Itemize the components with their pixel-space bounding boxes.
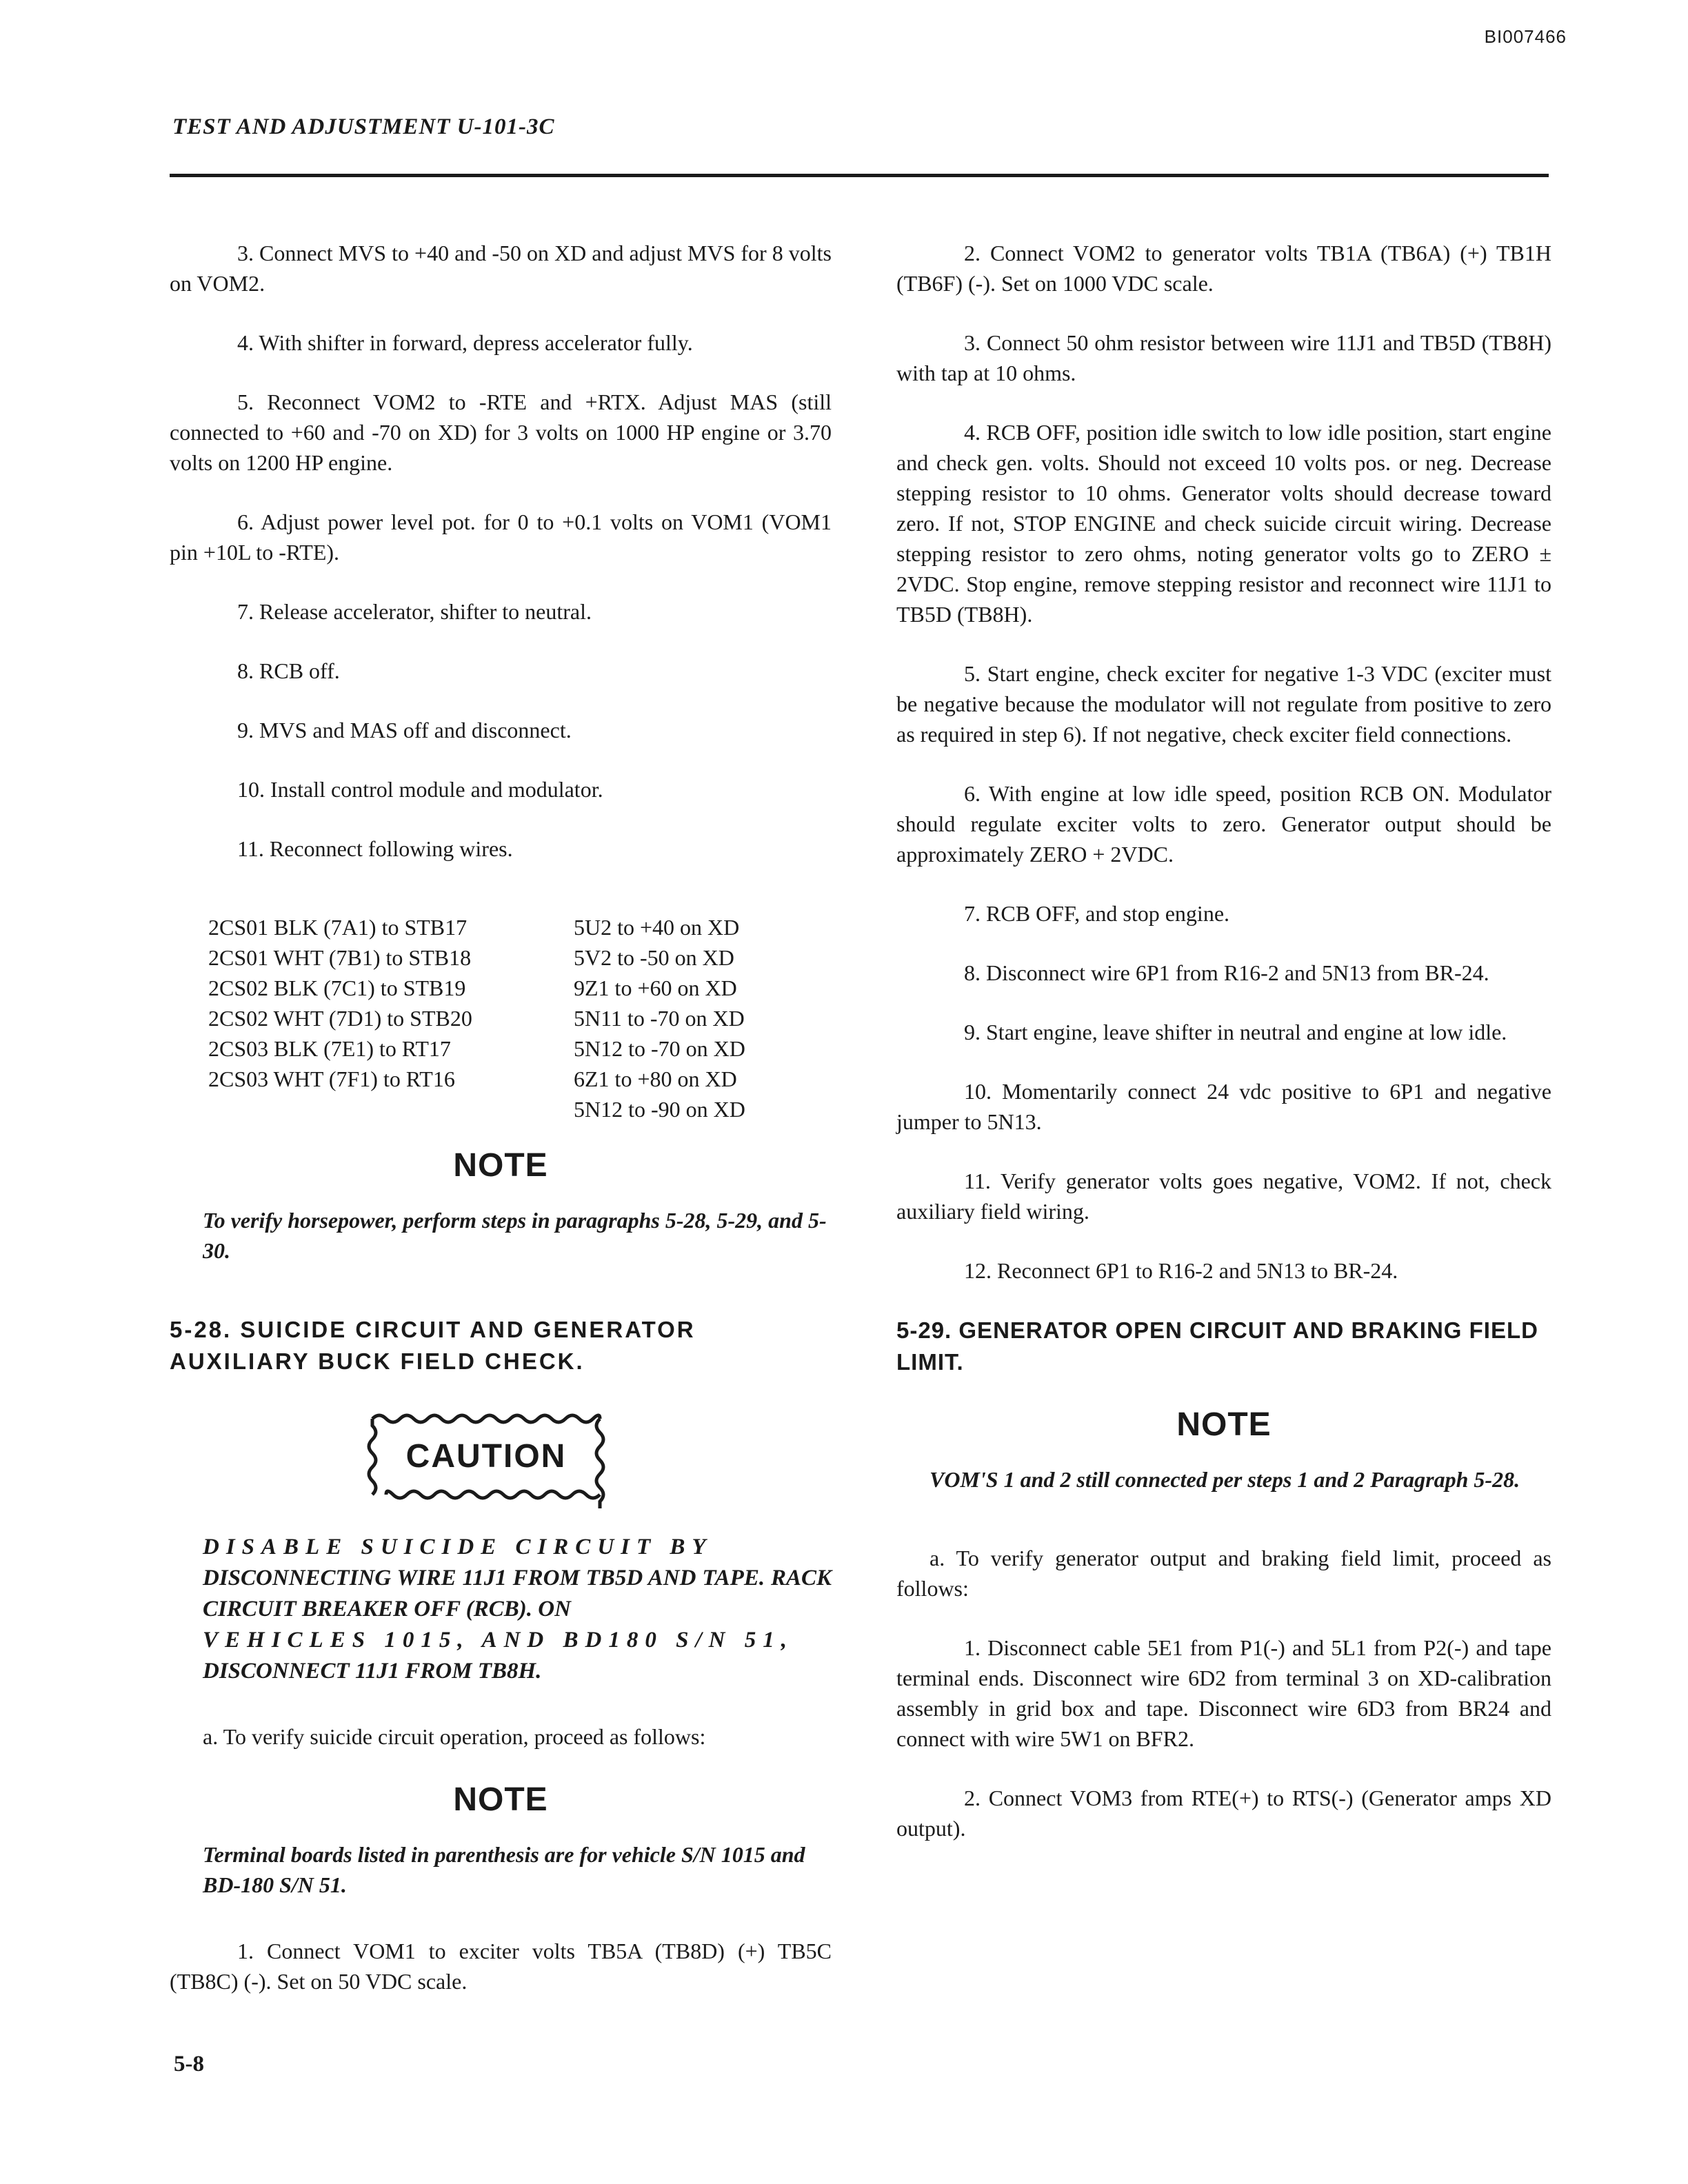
- substep-2: 2. Connect VOM3 from RTE(+) to RTS(-) (Generator amps XD output).: [896, 1786, 1551, 1841]
- caution-label: CAUTION: [405, 1438, 567, 1475]
- wire-row: 6Z1 to +80 on XD: [574, 1066, 737, 1091]
- step-5: 5. Reconnect VOM2 to -RTE and +RTX. Adjust MAS (still connected to +60 and -70 on XD) for 3 volts on 1000 HP engine or 3.70 volts on 1200 HP engine.: [170, 390, 832, 475]
- substep-12: 12. Reconnect 6P1 to R16-2 and 5N13 to BR-24.: [964, 1258, 1398, 1283]
- substep-5: 5. Start engine, check exciter for negative 1-3 VDC (exciter must be negative because the modulator will not regulate from positive to zero as required in step 6). If not negative, check exciter field connections.: [896, 661, 1551, 747]
- step-4: 4. With shifter in forward, depress accelerator fully.: [237, 330, 693, 355]
- note-text: To verify horsepower, perform steps in paragraphs 5-28, 5-29, and 5-30.: [203, 1208, 827, 1263]
- note-heading: NOTE: [453, 1781, 548, 1818]
- wire-row: 5N12 to -90 on XD: [574, 1097, 745, 1122]
- wire-row: 2CS01 BLK (7A1) to STB17: [208, 915, 468, 940]
- caution-line: VEHICLES 1015, AND BD180 S/N 51,: [203, 1628, 794, 1652]
- substep-10: 10. Momentarily connect 24 vdc positive to 6P1 and negative jumper to 5N13.: [896, 1079, 1551, 1134]
- step-6: 6. Adjust power level pot. for 0 to +0.1 volts on VOM1 (VOM1 pin +10L to -RTE).: [170, 509, 832, 565]
- left-column: [170, 238, 832, 2025]
- section-heading-5-28: 5-28. SUICIDE CIRCUIT AND GENERATOR AUXILIARY BUCK FIELD CHECK.: [170, 1317, 696, 1374]
- substep-1: 1. Disconnect cable 5E1 from P1(-) and 5L1 from P2(-) and tape terminal ends. Disconnect wire 6D2 from terminal 3 on XD-calibration assembly in grid box and tape. Disconnect wire 6D3 from BR24 and connect with wire 5W1 on BFR2.: [896, 1635, 1551, 1751]
- wire-row: 2CS03 WHT (7F1) to RT16: [208, 1066, 455, 1091]
- wire-row: 5U2 to +40 on XD: [574, 915, 740, 940]
- substep-6: 6. With engine at low idle speed, position RCB ON. Modulator should regulate exciter volts to zero. Generator output should be approximately ZERO + 2VDC.: [896, 781, 1551, 867]
- header-rule: [170, 174, 1549, 177]
- caution-box: [359, 1405, 614, 1508]
- step-3: 3. Connect MVS to +40 and -50 on XD and adjust MVS for 8 volts on VOM2.: [170, 241, 832, 296]
- note-heading: NOTE: [453, 1147, 548, 1184]
- caution-line: DISCONNECTING WIRE 11J1 FROM TB5D AND TAPE. RACK CIRCUIT BREAKER OFF (RCB). ON: [203, 1566, 832, 1621]
- wire-list-left: [208, 912, 574, 1124]
- substep-4: 4. RCB OFF, position idle switch to low idle position, start engine and check gen. volts. Should not exceed 10 volts pos. or neg. Decrease stepping resistor to 10 ohms. Generator volts should decrease toward zero. If not, STOP ENGINE and check suicide circuit wiring. Decrease stepping resistor to zero ohms, noting generator volts go to ZERO ± 2VDC. Stop engine, remove stepping resistor and reconnect wire 11J1 to TB5D (TB8H).: [896, 420, 1551, 627]
- paragraph-a: a. To verify suicide circuit operation, proceed as follows:: [203, 1724, 706, 1749]
- wire-row: 9Z1 to +60 on XD: [574, 975, 737, 1000]
- step-7: 7. Release accelerator, shifter to neutral.: [237, 599, 592, 624]
- step-11: 11. Reconnect following wires.: [237, 836, 513, 861]
- note-text: Terminal boards listed in parenthesis are for vehicle S/N 1015 and BD-180 S/N 51.: [203, 1842, 805, 1897]
- wire-row: 2CS03 BLK (7E1) to RT17: [208, 1036, 451, 1061]
- wire-list-right: [574, 912, 745, 1124]
- paragraph-a: a. To verify generator output and braking field limit, proceed as follows:: [896, 1546, 1551, 1601]
- substep-2: 2. Connect VOM2 to generator volts TB1A (TB6A) (+) TB1H (TB6F) (-). Set on 1000 VDC scale.: [896, 241, 1551, 296]
- wire-row: 2CS01 WHT (7B1) to STB18: [208, 945, 472, 970]
- substep-9: 9. Start engine, leave shifter in neutral and engine at low idle.: [964, 1020, 1507, 1044]
- note-heading: NOTE: [1176, 1406, 1272, 1443]
- note-text: VOM'S 1 and 2 still connected per steps 1 and 2 Paragraph 5-28.: [930, 1467, 1520, 1492]
- wire-row: 2CS02 WHT (7D1) to STB20: [208, 1006, 472, 1031]
- caution-text: [203, 1532, 832, 1687]
- page-number: 5-8: [174, 2052, 204, 2076]
- wire-list: [208, 912, 832, 1124]
- substep-7: 7. RCB OFF, and stop engine.: [964, 901, 1230, 926]
- substep-8: 8. Disconnect wire 6P1 from R16-2 and 5N13 from BR-24.: [964, 960, 1489, 985]
- section-heading-5-29: 5-29. GENERATOR OPEN CIRCUIT AND BRAKING FIELD LIMIT.: [896, 1317, 1538, 1375]
- step-10: 10. Install control module and modulator.: [237, 777, 603, 802]
- caution-line: DISCONNECT 11J1 FROM TB8H.: [203, 1659, 542, 1684]
- substep-11: 11. Verify generator volts goes negative, VOM2. If not, check auxiliary field wiring.: [896, 1169, 1551, 1224]
- wire-row: 2CS02 BLK (7C1) to STB19: [208, 975, 466, 1000]
- step-8: 8. RCB off.: [237, 658, 340, 683]
- substep-3: 3. Connect 50 ohm resistor between wire 11J1 and TB5D (TB8H) with tap at 10 ohms.: [896, 330, 1551, 385]
- right-column: [896, 238, 1551, 1872]
- document-id: BI007466: [1484, 26, 1567, 47]
- wire-row: 5N12 to -70 on XD: [574, 1036, 745, 1061]
- caution-line: DISABLE SUICIDE CIRCUIT BY: [203, 1535, 713, 1559]
- wire-row: 5N11 to -70 on XD: [574, 1006, 745, 1031]
- substep-1: 1. Connect VOM1 to exciter volts TB5A (TB8D) (+) TB5C (TB8C) (-). Set on 50 VDC scale.: [170, 1939, 832, 1994]
- step-9: 9. MVS and MAS off and disconnect.: [237, 718, 572, 742]
- running-head: TEST AND ADJUSTMENT U-101-3C: [172, 114, 555, 139]
- wire-row: 5V2 to -50 on XD: [574, 945, 734, 970]
